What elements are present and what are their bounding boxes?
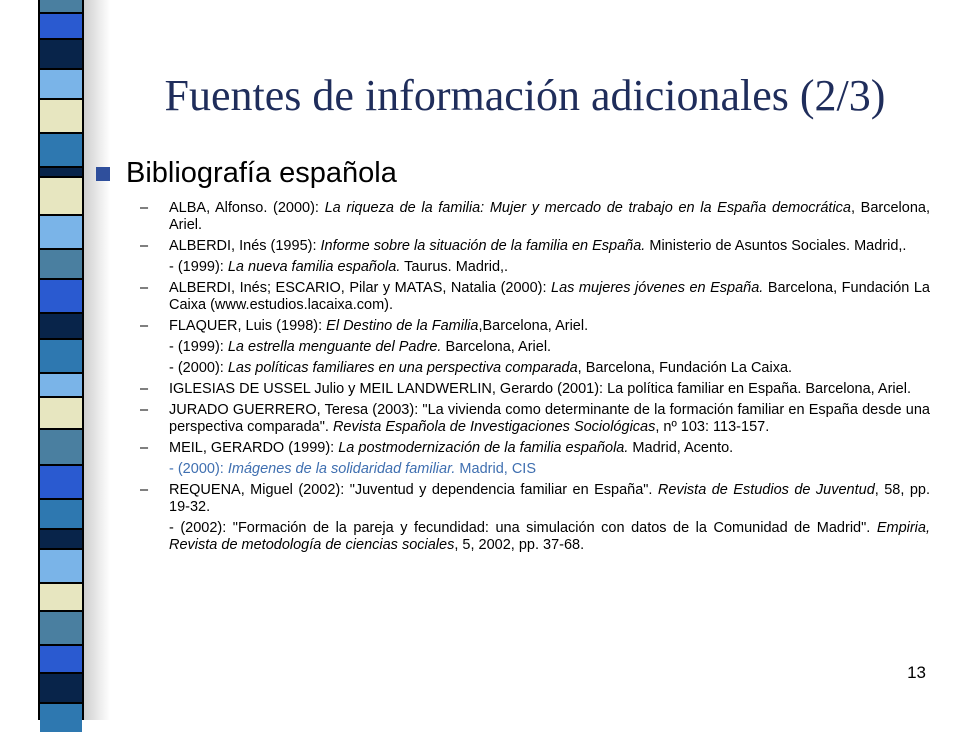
reference-text: ALBERDI, Inés (1995):: [169, 238, 321, 254]
reference-title: Revista de Estudios de Juventud: [657, 482, 875, 498]
strip-segment: [40, 280, 82, 312]
dash-marker: –: [140, 482, 149, 498]
reference-item: [140, 360, 930, 377]
strip-segment: [40, 178, 82, 214]
strip-segment: [40, 584, 82, 610]
reference-text: Madrid, CIS: [455, 461, 536, 477]
strip-segment: [40, 430, 82, 464]
section-heading: [96, 157, 916, 190]
dash-marker: –: [140, 318, 149, 334]
reference-text: REQUENA, Miguel (2002): "Juventud y dependencia familiar en España".: [169, 482, 658, 498]
reference-title: Imágenes de la solidaridad familiar.: [227, 461, 456, 477]
strip-segment: [40, 168, 82, 176]
reference-title: La riqueza de la familia: Mujer y mercado de trabajo en la España democrática: [324, 200, 851, 216]
strip-segment: [40, 40, 82, 68]
reference-title: La estrella menguante del Padre.: [227, 339, 442, 355]
dash-marker: –: [140, 402, 149, 418]
strip-segment: [40, 500, 82, 528]
strip-segment: [40, 530, 82, 548]
strip-segment: [40, 70, 82, 98]
strip-segment: [40, 0, 82, 12]
reference-title: Informe sobre la situación de la familia en España.: [320, 238, 646, 254]
reference-text: FLAQUER, Luis (1998):: [169, 318, 327, 334]
reference-title: Empiria, Revista de metodología de ciencias sociales: [169, 520, 930, 553]
reference-text: - (2000):: [169, 461, 228, 477]
square-bullet-icon: [96, 167, 110, 181]
slide-title: Fuentes de información adicionales (2/3): [164, 71, 886, 120]
page-number: 13: [907, 663, 926, 682]
dash-marker: –: [140, 440, 149, 456]
reference-title: Las mujeres jóvenes en España.: [551, 280, 764, 296]
reference-item: [140, 402, 930, 436]
reference-item: [140, 482, 930, 516]
reference-text: MEIL, GERARDO (1999):: [169, 440, 339, 456]
reference-text: ALBERDI, Inés; ESCARIO, Pilar y MATAS, Natalia (2000):: [169, 280, 552, 296]
reference-list: [140, 200, 930, 558]
reference-title: Revista Española de Investigaciones Sociológicas: [332, 419, 656, 435]
reference-item: [140, 440, 930, 457]
reference-title: La postmodernización de la familia española.: [338, 440, 629, 456]
reference-text: - (1999):: [169, 259, 228, 275]
strip-segment: [40, 612, 82, 644]
reference-item: [140, 381, 930, 398]
reference-text: , Barcelona, Ariel.: [169, 200, 930, 233]
reference-title: El Destino de la Familia: [326, 318, 479, 334]
reference-text: JURADO GUERRERO, Teresa (2003): "La vivienda como determinante de la formación familiar en España desde una perspectiva comparada".: [169, 402, 930, 435]
strip-segment: [40, 340, 82, 372]
reference-text: Barcelona, Ariel.: [441, 339, 552, 355]
strip-segment: [40, 466, 82, 498]
reference-item: [140, 238, 930, 255]
strip-segment: [40, 216, 82, 248]
strip-segment: [40, 14, 82, 38]
reference-text: , nº 103: 113-157.: [655, 419, 770, 435]
dash-marker: –: [140, 381, 149, 397]
reference-item: [140, 520, 930, 554]
reference-text: Ministerio de Asuntos Sociales. Madrid,.: [645, 238, 907, 254]
reference-text: - (2000):: [169, 360, 228, 376]
section-label: Bibliografía española: [126, 157, 397, 189]
reference-title: Las políticas familiares en una perspectiva comparada: [227, 360, 578, 376]
reference-text: ALBA, Alfonso. (2000):: [169, 200, 325, 216]
dash-marker: –: [140, 280, 149, 296]
reference-text: ,Barcelona, Ariel.: [478, 318, 589, 334]
strip-segment: [40, 646, 82, 672]
strip-segment: [40, 674, 82, 702]
strip-segment: [40, 100, 82, 132]
reference-text: Madrid, Acento.: [628, 440, 734, 456]
reference-text: IGLESIAS DE USSEL Julio y MEIL LANDWERLIN, Gerardo (2001): La política familiar en España. Barcelona, Ariel.: [169, 381, 911, 397]
reference-text: Barcelona, Fundación La Caixa (www.estudios.lacaixa.com).: [169, 280, 930, 313]
strip-segment: [40, 374, 82, 396]
decorative-strip: [38, 0, 84, 720]
reference-item: [140, 318, 930, 335]
strip-segment: [40, 704, 82, 732]
reference-item: [140, 461, 930, 478]
reference-item: [140, 339, 930, 356]
reference-text: , 58, pp. 19-32.: [169, 482, 930, 515]
strip-segment: [40, 550, 82, 582]
reference-text: - (2002): "Formación de la pareja y fecundidad: una simulación con datos de la Comunidad de Madrid".: [169, 520, 877, 536]
strip-segment: [40, 314, 82, 338]
reference-text: , 5, 2002, pp. 37-68.: [454, 537, 585, 553]
dash-marker: –: [140, 200, 149, 216]
reference-item: [140, 280, 930, 314]
strip-segment: [40, 250, 82, 278]
dash-marker: –: [140, 238, 149, 254]
reference-title: La nueva familia española.: [227, 259, 401, 275]
reference-text: Taurus. Madrid,.: [400, 259, 509, 275]
reference-item: [140, 200, 930, 234]
reference-item: [140, 259, 930, 276]
reference-text: - (1999):: [169, 339, 228, 355]
strip-segment: [40, 134, 82, 166]
reference-text: , Barcelona, Fundación La Caixa.: [577, 360, 793, 376]
strip-segment: [40, 398, 82, 428]
